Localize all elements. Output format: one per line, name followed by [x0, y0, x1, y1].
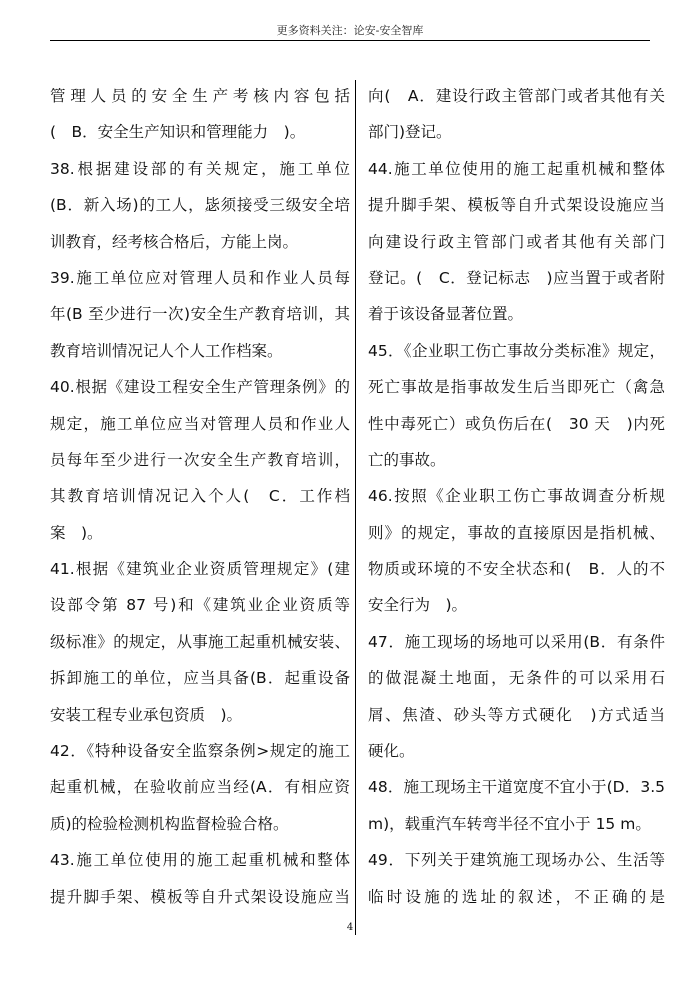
text-line: 起重机械，在验收前应当经(A．有相应资 [50, 778, 350, 797]
text-line: 拆卸施工的单位，应当具备(B．起重设备 [50, 669, 350, 688]
text-line: 员每年至少进行一次安全生产教育培训， [50, 450, 350, 469]
text-line: 级标准》的规定，从事施工起重机械安装、 [50, 632, 350, 651]
text-line: 46.按照《企业职工伤亡事故调查分析规 [368, 487, 665, 506]
text-line: 屑、焦渣、砂头等方式硬化 )方式适当 [368, 705, 665, 724]
text-line: m)，载重汽车转弯半径不宜小于 15 m。 [368, 814, 651, 833]
text-line: 48．施工现场主干道宽度不宜小于(D．3.5 [368, 778, 665, 797]
text-line: 44.施工单位使用的施工起重机械和整体 [368, 159, 665, 178]
right-column [368, 78, 665, 915]
text-line: 41.根据《建筑业企业资质管理规定》(建 [50, 560, 350, 579]
text-line: 物质或环境的不安全状态和( B．人的不 [368, 560, 665, 579]
text-line: 的做混凝土地面，无条件的可以采用石 [368, 669, 665, 688]
left-column [50, 78, 350, 915]
text-line: 提升脚手架、模板等自升式架设设施应当 [368, 196, 665, 215]
text-line: 45．《企业职工伤亡事故分类标准》规定， [368, 341, 665, 360]
text-line: 49．下列关于建筑施工现场办公、生活等 [368, 851, 665, 870]
page-header: 更多资料关注：论安-安全智库 [276, 24, 424, 37]
text-line: 登记。( C．登记标志 )应当置于或者附 [368, 268, 665, 287]
text-line: 质)的检验检测机构监督检验合格。 [50, 814, 289, 833]
text-line: 40.根据《建设工程安全生产管理条例》的 [50, 378, 350, 397]
text-line: 硬化。 [368, 742, 415, 761]
text-line: 部门)登记。 [368, 123, 452, 142]
text-line: 提升脚手架、模板等自升式架设设施应当 [50, 887, 350, 906]
text-line: 设部令第 87 号)和《建筑业企业资质等 [50, 596, 350, 615]
column-divider [355, 80, 356, 935]
text-line: 向建设行政主管部门或者其他有关部门 [368, 232, 665, 251]
text-line: 临时设施的选址的叙述，不正确的是 [368, 887, 665, 906]
text-line: 38.根据建设部的有关规定，施工单位 [50, 159, 350, 178]
text-line: 43.施工单位使用的施工起重机械和整体 [50, 851, 350, 870]
text-line: 39.施工单位应对管理人员和作业人员每 [50, 268, 350, 287]
text-line: 年(B 至少进行一次)安全生产教育培训，其 [50, 305, 350, 324]
text-line: 42．《特种设备安全监察条例>规定的施工 [50, 742, 350, 761]
text-line: ( B．安全生产知识和管理能力 )。 [50, 123, 306, 142]
text-line: 案 )。 [50, 523, 103, 542]
text-line: 着于该设备显著位置。 [368, 305, 524, 324]
text-line: 性中毒死亡）或负伤后在( 30 天 )内死 [368, 414, 665, 433]
text-line: 教育培训情况记人个人工作档案。 [50, 341, 283, 360]
text-line: 管理人员的安全生产考核内容包括 [50, 87, 350, 105]
text-line: 则》的规定，事故的直接原因是指机械、 [368, 523, 665, 542]
text-line: 安装工程专业承包资质 )。 [50, 705, 243, 724]
text-line: 47．施工现场的场地可以采用(B．有条件 [368, 632, 665, 651]
text-line: 训教育，经考核合格后，方能上岗。 [50, 232, 299, 251]
text-line: 其教育培训情况记入个人( C．工作档 [50, 487, 350, 506]
page-number: 4 [346, 922, 354, 933]
text-line: 亡的事故。 [368, 450, 446, 469]
text-line: 死亡事故是指事故发生后当即死亡（禽急 [368, 378, 665, 397]
text-line: (B．新入场)的工人，毖须接受三级安全培 [50, 196, 350, 215]
text-line: 向( A．建设行政主管部门或者其他有关 [368, 87, 665, 105]
text-line: 规定，施工单位应当对管理人员和作业人 [50, 414, 350, 433]
header-rule [50, 40, 650, 41]
text-line: 安全行为 )。 [368, 596, 468, 615]
